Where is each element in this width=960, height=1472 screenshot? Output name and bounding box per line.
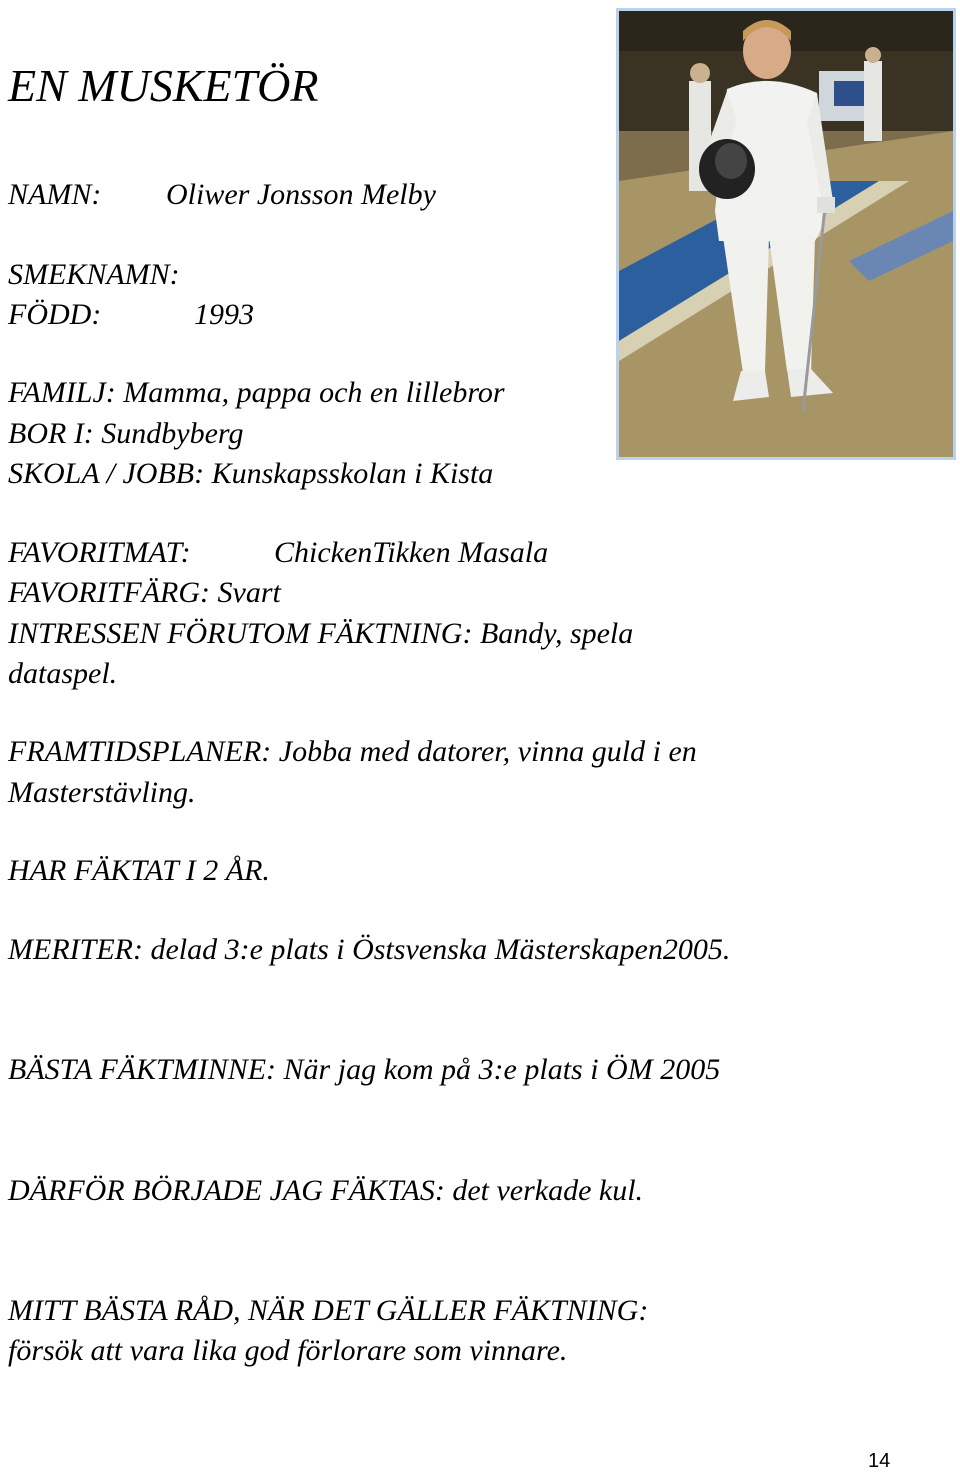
school-line: SKOLA / JOBB: Kunskapsskolan i Kista — [8, 457, 494, 490]
years-fencing-line: HAR FÄKTAT I 2 ÅR. — [8, 854, 270, 887]
fencer-illustration — [619, 11, 953, 457]
interests-line-2: dataspel. — [8, 657, 118, 690]
name-value: Oliwer Jonsson Melby — [166, 178, 436, 211]
merits-line: MERITER: delad 3:e plats i Östsvenska Mästerskapen2005. — [8, 933, 731, 966]
why-started-line: DÄRFÖR BÖRJADE JAG FÄKTAS: det verkade kul. — [8, 1174, 644, 1207]
favorite-food-label: FAVORITMAT: — [8, 536, 191, 569]
best-advice-line-2: försök att vara lika god förlorare som vinnare. — [8, 1334, 568, 1367]
favorite-food-value: ChickenTikken Masala — [274, 536, 549, 569]
name-label: NAMN: — [8, 178, 102, 211]
born-label: FÖDD: — [8, 298, 102, 331]
favorite-food-line — [8, 536, 548, 570]
lives-in-line: BOR I: Sundbyberg — [8, 417, 244, 450]
fencer-photo — [616, 8, 956, 460]
best-memory-line: BÄSTA FÄKTMINNE: När jag kom på 3:e plats i ÖM 2005 — [8, 1053, 721, 1086]
page-title: EN MUSKETÖR — [8, 60, 319, 111]
future-plans-line-2: Masterstävling. — [8, 776, 196, 809]
page-number: 14 — [868, 1450, 891, 1472]
name-line — [8, 178, 436, 212]
born-value: 1993 — [194, 298, 254, 331]
born-line — [8, 298, 254, 332]
interests-line-1: INTRESSEN FÖRUTOM FÄKTNING: Bandy, spela — [8, 617, 634, 650]
nickname-label: SMEKNAMN: — [8, 258, 180, 291]
best-advice-line-1: MITT BÄSTA RÅD, NÄR DET GÄLLER FÄKTNING: — [8, 1294, 649, 1327]
future-plans-line-1: FRAMTIDSPLANER: Jobba med datorer, vinna guld i en — [8, 735, 697, 768]
family-line: FAMILJ: Mamma, pappa och en lillebror — [8, 376, 505, 409]
favorite-color-line: FAVORITFÄRG: Svart — [8, 576, 281, 609]
